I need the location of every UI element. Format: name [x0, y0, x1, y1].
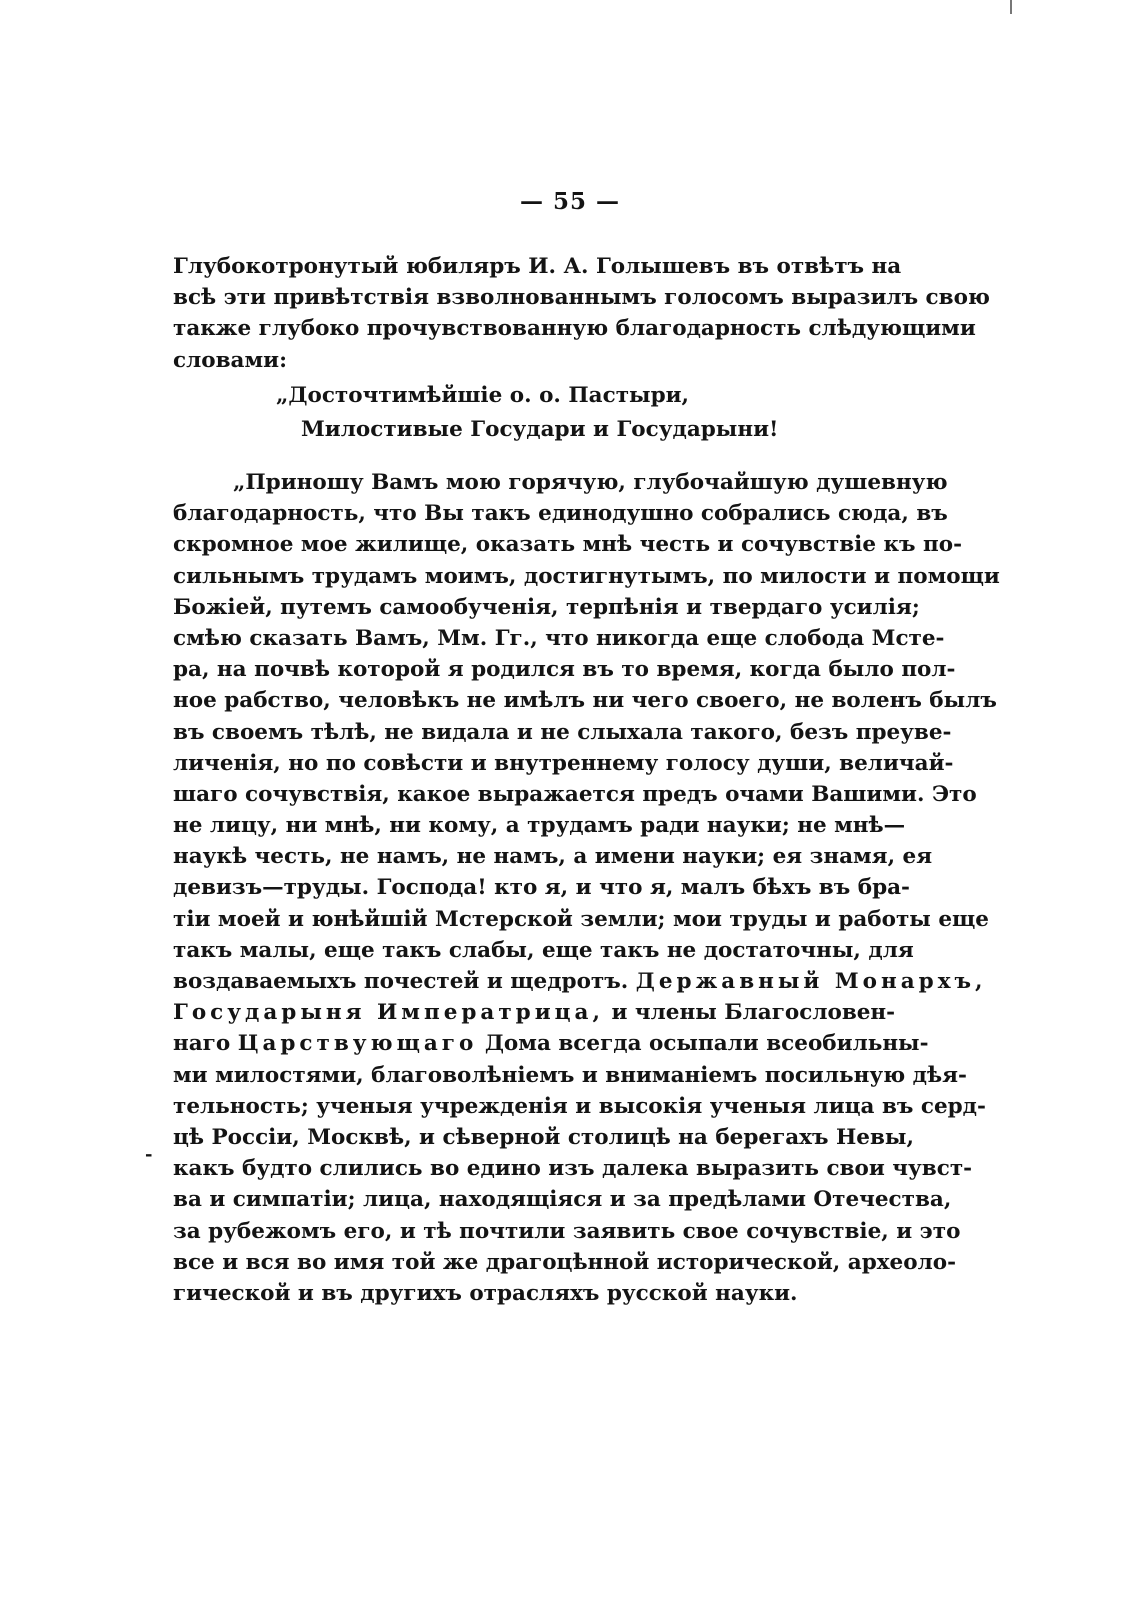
speech-line: [173, 1028, 929, 1059]
speech-line: благодарность, что Вы такъ единодушно собрались сюда, въ: [173, 501, 948, 527]
speech-line: такъ малы, еще такъ слабы, еще такъ не достаточны, для: [173, 937, 914, 963]
scan-edge-mark: [1010, 0, 1012, 14]
speech-spaced-text: Державный Монархъ,: [635, 969, 987, 994]
speech-line: Божіей, путемъ самообученія, терпѣнія и твердаго усилія;: [173, 594, 920, 620]
speech-line: ми милостями, благоволѣніемъ и вниманіемъ посильную дѣя-: [173, 1062, 967, 1088]
salutation-line-1: „Досточтимѣйшіе о. о. Пастыри,: [276, 383, 690, 408]
speech-line: не лицу, ни мнѣ, ни кому, а трудамъ ради науки; не мнѣ—: [173, 813, 906, 839]
intro-line: всѣ эти привѣтствія взволнованнымъ голосомъ выразилъ свою: [173, 285, 990, 311]
speech-line: сильнымъ трудамъ моимъ, достигнутымъ, по милости и помощи: [173, 563, 1000, 589]
speech-line: все и вся во имя той же драгоцѣнной исторической, археоло-: [173, 1249, 956, 1275]
speech-line: за рубежомъ его, и тѣ почтили заявить свое сочувствіе, и это: [173, 1218, 961, 1244]
speech-fragment: наго: [173, 1031, 231, 1057]
speech-line: ное рабство, человѣкъ не имѣлъ ни чего своего, не воленъ былъ: [173, 688, 997, 714]
speech-line: наукѣ честь, не намъ, не намъ, а имени науки; ея знамя, ея: [173, 844, 933, 870]
speech-line: [173, 997, 896, 1028]
speech-spaced-text: Государыня Императрица,: [173, 1000, 604, 1026]
speech-paragraph: [173, 467, 1000, 1309]
speech-line: ра, на почвѣ которой я родился въ то время, когда было пол-: [173, 657, 956, 683]
speech-line: какъ будто слились во едино изъ далека выразить свои чувст-: [173, 1156, 973, 1182]
intro-line: также глубоко прочувствованную благодарность слѣдующими: [173, 316, 976, 342]
speech-line: тельность; ученыя учрежденія и высокія ученыя лица въ серд-: [173, 1093, 986, 1119]
salutation-line-2: Милостивые Государи и Государыни!: [301, 417, 779, 442]
speech-fragment: Дома всегда осыпали всеобильны-: [484, 1031, 929, 1057]
page-number: — 55 —: [519, 188, 621, 215]
speech-line: „Приношу Вамъ мою горячую, глубочайшую душевную: [233, 470, 948, 495]
speech-line: въ своемъ тѣлѣ, не видала и не слыхала такого, безъ преуве-: [173, 719, 952, 745]
speech-line: шаго сочувствія, какое выражается предъ очами Вашими. Это: [173, 781, 977, 807]
intro-paragraph: [173, 251, 990, 376]
speech-line: ва и симпатіи; лица, находящіяся и за предѣлами Отечества,: [173, 1187, 952, 1213]
speech-line: смѣю сказать Вамъ, Мм. Гг., что никогда еще слобода Мсте-: [173, 625, 945, 651]
speech-line: девизъ—труды. Господа! кто я, и что я, малъ бѣхъ въ бра-: [173, 875, 910, 901]
speech-fragment: и члены Благословен-: [611, 1000, 896, 1026]
speech-line: гической и въ другихъ отрасляхъ русской науки.: [173, 1280, 798, 1306]
intro-line: словами:: [173, 347, 288, 373]
speech-line: [173, 966, 987, 997]
speech-line: личенія, но по совѣсти и внутреннему голосу души, величай-: [173, 750, 954, 776]
speech-spaced-text: Царствующаго: [237, 1031, 478, 1057]
speech-line: скромное мое жилище, оказать мнѣ честь и сочувствіе къ по-: [173, 532, 963, 558]
intro-line: Глубокотронутый юбиляръ И. А. Голышевъ въ отвѣтъ на: [173, 254, 902, 279]
speech-line: тіи моей и юнѣйшій Мстерской земли; мои труды и работы еще: [173, 906, 989, 932]
speech-line: цѣ Россіи, Москвѣ, и сѣверной столицѣ на берегахъ Невы,: [173, 1124, 914, 1150]
speech-fragment: воздаваемыхъ почестей и щедротъ.: [173, 969, 629, 994]
margin-tick-mark: -: [145, 1144, 153, 1165]
